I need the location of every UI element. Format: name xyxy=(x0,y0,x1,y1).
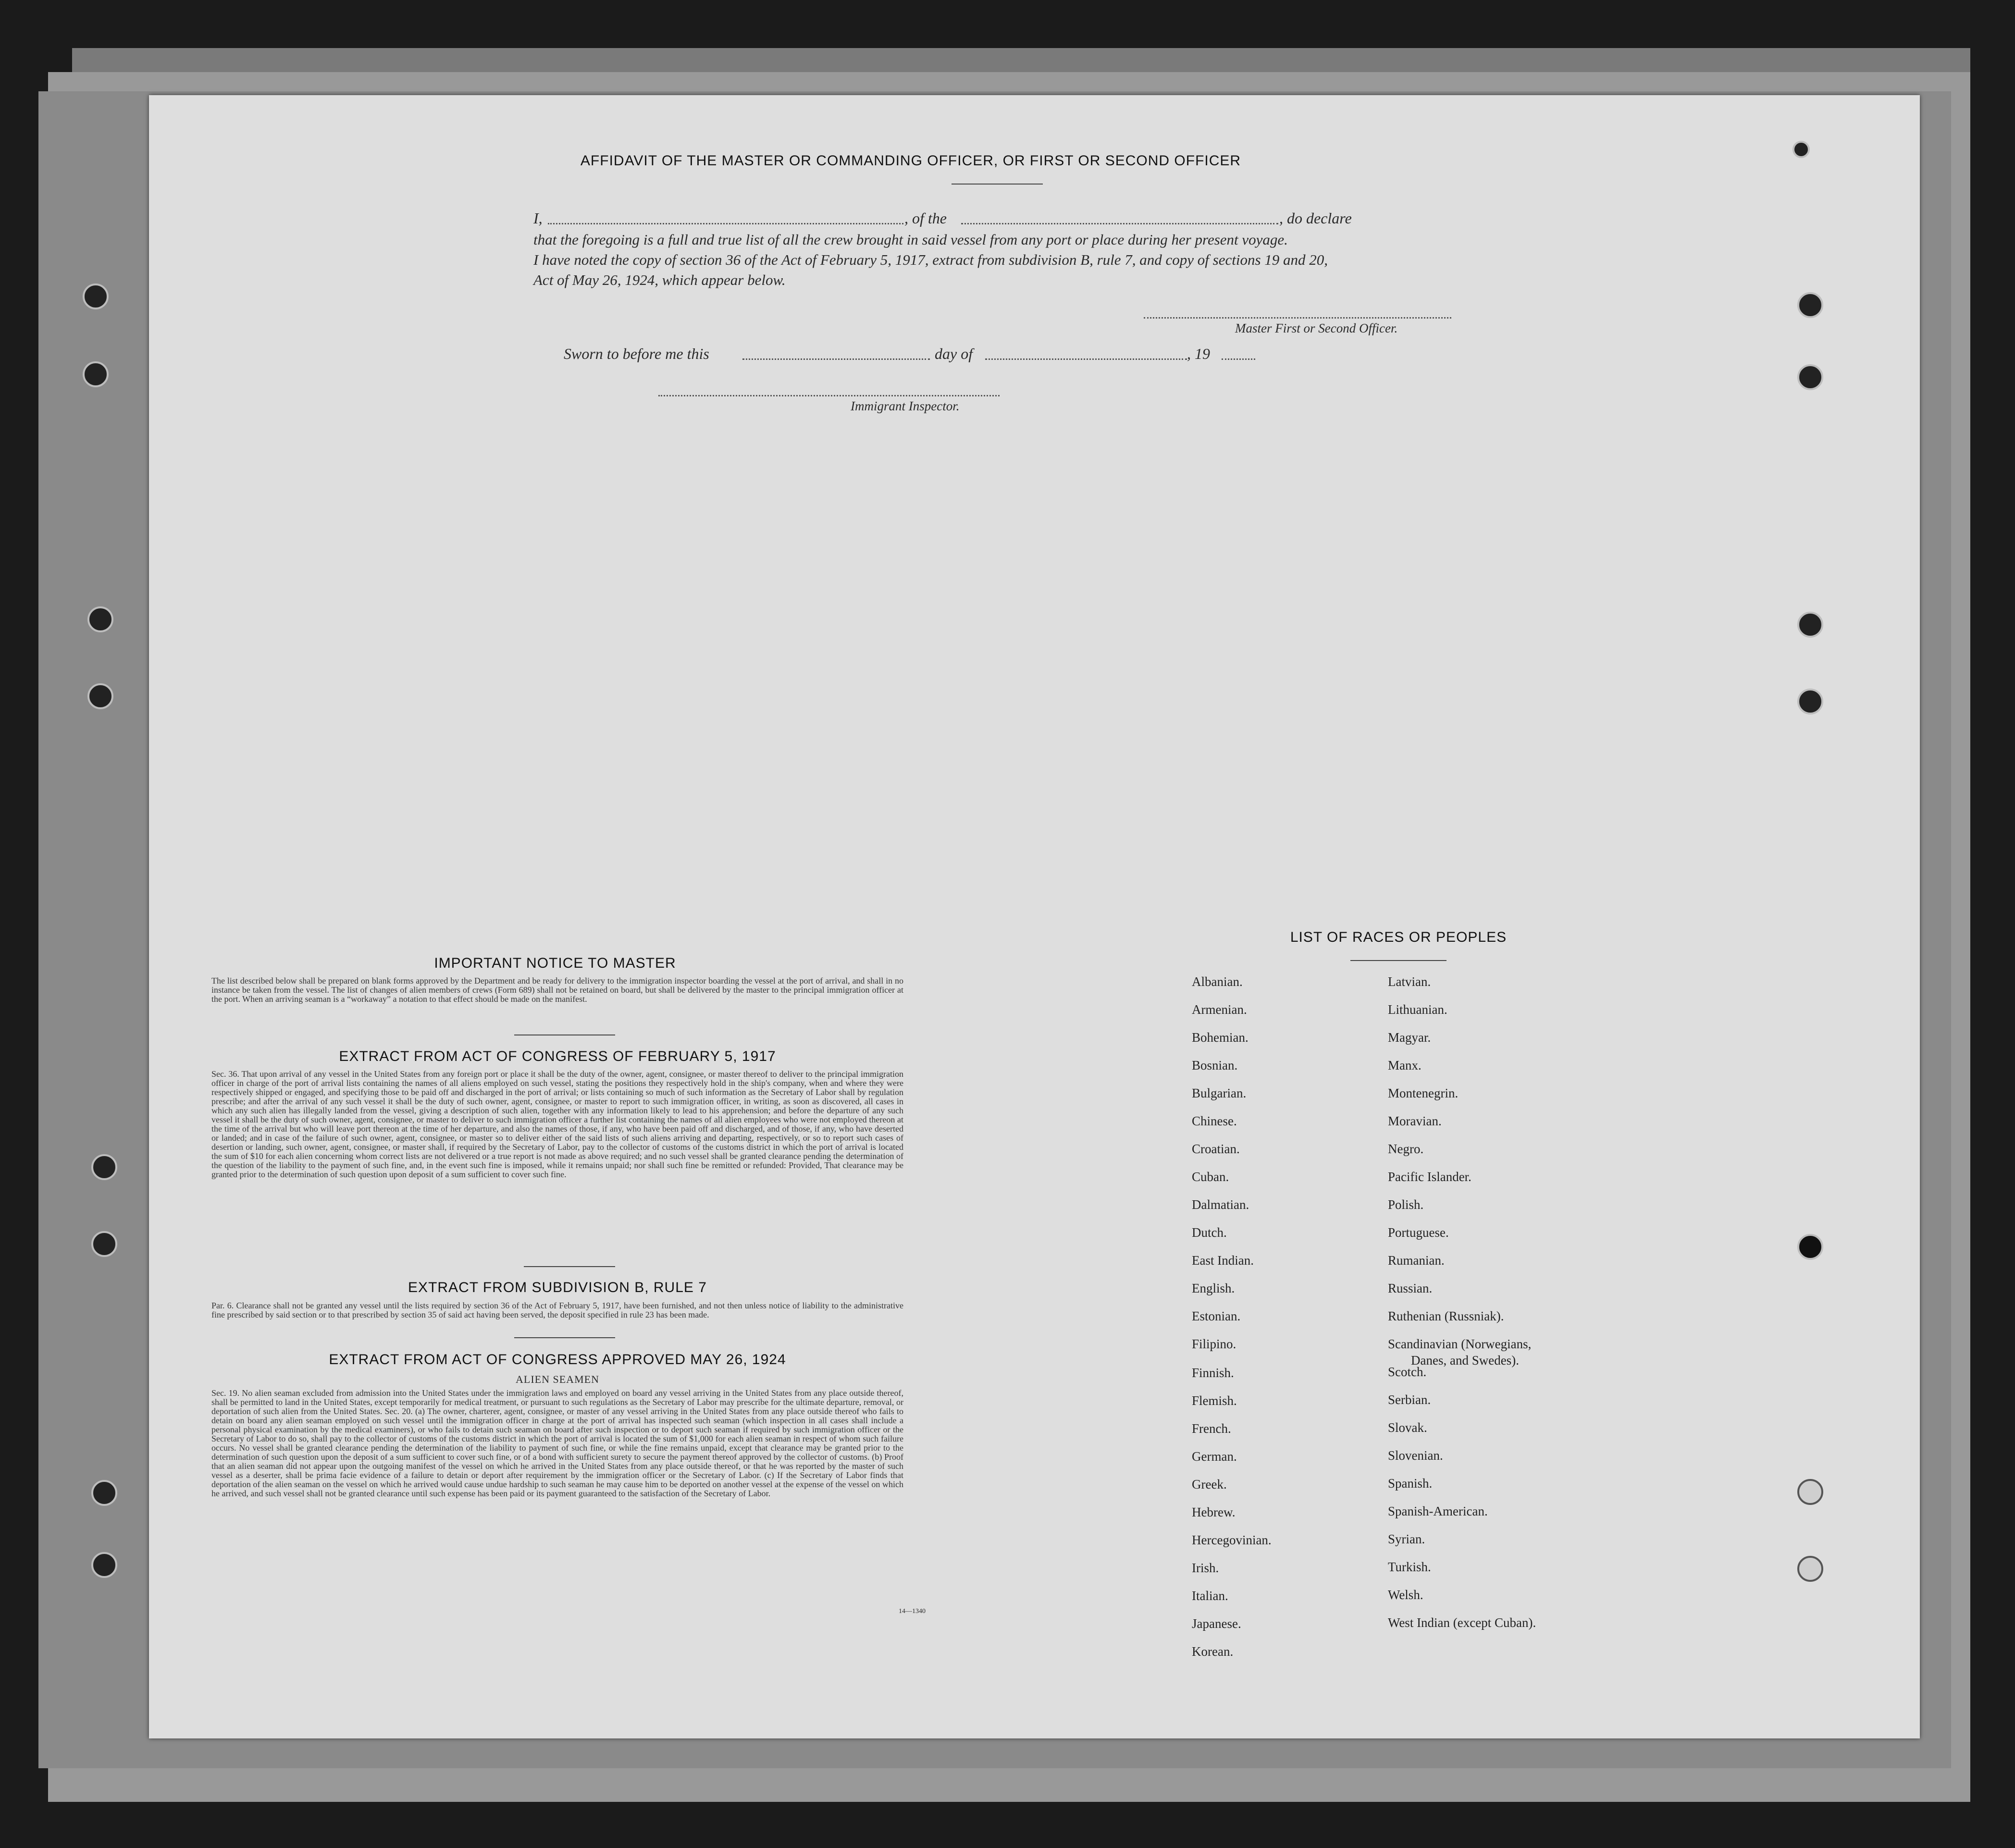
extract-1924-title: EXTRACT FROM ACT OF CONGRESS APPROVED MAY 26, 1924 xyxy=(329,1352,786,1368)
race-item: Negro. xyxy=(1388,1142,1424,1156)
race-item: Finnish. xyxy=(1192,1366,1234,1380)
race-item: Flemish. xyxy=(1192,1393,1237,1408)
race-item: Lithuanian. xyxy=(1388,1002,1447,1017)
notice-text: The list described below shall be prepared on blank forms approved by the Department and be ready for delivery to the immigration inspector boarding the vessel at the port of arrival, and shall in no instance be taken from the vessel. The list of changes of alien members of crews (Form 689) shall not be retained on board, but shall be delivered by the master to the principal immigration officer at the port. When an arriving seaman is a “workaway” a notation to that effect should be made on the manifest. xyxy=(211,976,903,1004)
race-item: Croatian. xyxy=(1192,1142,1240,1156)
binder-hole-right-4 xyxy=(1797,612,1823,638)
race-item: Montenegrin. xyxy=(1388,1086,1459,1100)
race-item: Spanish-American. xyxy=(1388,1504,1488,1518)
race-item: Italian. xyxy=(1192,1589,1228,1603)
binder-hole-right-1 xyxy=(1792,141,1810,158)
race-item: Rumanian. xyxy=(1388,1253,1445,1268)
race-item: Filipino. xyxy=(1192,1337,1236,1351)
race-item: Korean. xyxy=(1192,1644,1234,1659)
sworn-label: Sworn to before me this xyxy=(564,345,709,362)
race-item: Serbian. xyxy=(1388,1392,1431,1407)
binder-hole-right-2 xyxy=(1797,292,1823,318)
extract-rule7-text: Par. 6. Clearance shall not be granted any vessel until the lists required by section 36 of the Act of February 5, 1917, have been furnished, and not then unless notice of liability to the administrative fine prescribed by said section or to that prescribed by section 35 of said act having been served, the deposit specified in rule 23 has been made. xyxy=(211,1301,903,1319)
affidavit-of-the-label: , of the xyxy=(904,209,947,227)
race-item: Armenian. xyxy=(1192,1002,1247,1017)
affidavit-body-2: I have noted the copy of section 36 of the Act of February 5, 1917, extract from subdivision B, rule 7, and copy of sections 19 and 20, xyxy=(533,251,1328,268)
inspector-signature-field[interactable] xyxy=(658,395,1000,396)
extract-1917-rule xyxy=(524,1266,615,1267)
document-page xyxy=(149,95,1920,1738)
extract-1924-subtitle: ALIEN SEAMEN xyxy=(516,1373,599,1385)
race-item: Japanese. xyxy=(1192,1616,1241,1631)
race-item: Polish. xyxy=(1388,1197,1424,1212)
race-item: Bohemian. xyxy=(1192,1030,1249,1045)
vessel-field[interactable] xyxy=(961,223,1278,224)
inspector-label: Immigrant Inspector. xyxy=(851,399,960,413)
notice-title: IMPORTANT NOTICE TO MASTER xyxy=(434,955,676,971)
race-item: East Indian. xyxy=(1192,1253,1254,1268)
race-item: Hercegovinian. xyxy=(1192,1533,1272,1547)
race-item: Scotch. xyxy=(1388,1365,1427,1379)
extract-1917-text: Sec. 36. That upon arrival of any vessel in the United States from any foreign port or place it shall be the duty of the owner, agent, consignee, or master thereof to deliver to the principal immigration officer in charge of the port of arrival lists containing the names of all aliens employed on such vessel, stating the positions they respectively hold in the ship's company, when and where they were respectively shipped or engaged, and specifying those to be paid off and discharged in the port of arrival; or lists containing so much of such information as the Secretary of Labor shall by regulation prescribe; and after the arrival of any such vessel it shall be the duty of such owner, agent, consignee, or master to report to such immigration officer, in writing, as soon as discovered, all cases in which any such alien has illegally landed from the vessel, giving a description of such alien, together with any information likely to lead to his apprehension; and before the departure of any such vessel it shall be the duty of such owner, agent, consignee, or master to deliver to such immigration officer a further list containing the names of all alien employees who were not employed thereon at the time of the arrival but who will leave port thereon at the time of her departure, and also the names of those, if any, who have been paid off and discharged, and of those, if any, who have deserted or landed; and in case of the failure of such owner, agent, consignee, or master so to deliver either of the said lists of such aliens arriving and departing, respectively, or so to report such cases of desertion or landing, such owner, agent, consignee, or master shall, if required by the Secretary of Labor, pay to the collector of customs of the customs district in which the port of arrival is located the sum of $10 for each alien concerning whom correct lists are not delivered or a true report is not made as above required; and no such vessel shall be granted clearance pending the determination of the question of the liability to the payment of such fine, and, in the event such fine is imposed, while it remains unpaid; nor shall such fine be remitted or refunded: Provided, That clearance may be granted prior to the determination of such question upon deposit of a sum sufficient to cover such fine. xyxy=(211,1069,903,1179)
race-item: Hebrew. xyxy=(1192,1505,1236,1519)
affidavit-declare-label: , do declare xyxy=(1279,209,1352,227)
day-of-label: day of xyxy=(935,345,973,362)
binder-hole-right-5 xyxy=(1797,689,1823,715)
race-item: Ruthenian (Russniak). xyxy=(1388,1309,1504,1323)
race-item: Portuguese. xyxy=(1388,1225,1449,1240)
race-item: Chinese. xyxy=(1192,1114,1237,1128)
race-item: Welsh. xyxy=(1388,1588,1423,1602)
race-item: Slovak. xyxy=(1388,1420,1427,1435)
race-item: Irish. xyxy=(1192,1561,1219,1575)
race-item: Dalmatian. xyxy=(1192,1197,1249,1212)
binder-hole-right-6 xyxy=(1797,1234,1823,1260)
race-item: Russian. xyxy=(1388,1281,1433,1295)
races-title: LIST OF RACES OR PEOPLES xyxy=(1290,929,1507,945)
binder-hole-right-8 xyxy=(1797,1556,1823,1582)
race-item: Dutch. xyxy=(1192,1225,1227,1240)
year-field[interactable] xyxy=(1222,358,1255,360)
race-item: Albanian. xyxy=(1192,974,1243,989)
binder-hole-left-1 xyxy=(83,283,109,309)
binder-hole-left-2 xyxy=(83,361,109,387)
month-field[interactable] xyxy=(985,358,1187,360)
race-item: Estonian. xyxy=(1192,1309,1241,1323)
race-item: Danes, and Swedes). xyxy=(1411,1353,1519,1368)
race-item: Manx. xyxy=(1388,1058,1422,1072)
extract-1924-text: Sec. 19. No alien seaman excluded from admission into the United States under the immigration laws and employed on board any vessel arriving in the United States from any place outside thereof, shall be permitted to land in the United States, except temporarily for medical treatment, or pursuant to such regulations as the Secretary of Labor may prescribe for the ultimate departure, removal, or deportation of such alien from the United States. Sec. 20. (a) The owner, charterer, agent, consignee, or master of any vessel arriving in the United States from any place outside thereof who fails to detain on board any alien seaman employed on such vessel until the immigration officer in charge at the port of arrival has inspected such seaman (which inspection in all cases shall include a personal physical examination by the medical examiners), or who fails to detain such seaman on board after such inspection or to deport such seaman if required by such immigration officer or the Secretary of Labor to do so, shall pay to the collector of customs of the customs district in which the port of arrival is located the sum of $1,000 for each alien seaman in respect of whom such failure occurs. No vessel shall be granted clearance pending the determination of the liability to payment of such fine, or while the fine remains unpaid, except that clearance may be granted prior to the determination of such question upon the deposit of a sum sufficient to cover such fine, or of a bond with sufficient surety to secure the payment thereof approved by the collector of customs. (b) Proof that an alien seaman did not appear upon the outgoing manifest of the vessel on which he arrived in the United States from any place outside thereof, or that he was reported by the master of such vessel as a deserter, shall be prima facie evidence of a failure to detain or deport after requirement by the immigration officer or the Secretary of Labor. (c) If the Secretary of Labor finds that deportation of the alien seaman on the vessel on which he arrived would cause undue hardship to such seaman he may cause him to be deported on another vessel at the expense of the vessel on which he arrived, and such vessel shall not be granted clearance until such expense has been paid or its payment guaranteed to the satisfaction of the Secretary of Labor. xyxy=(211,1388,903,1498)
race-item: Latvian. xyxy=(1388,974,1431,989)
race-item: Cuban. xyxy=(1192,1170,1229,1184)
extract-rule7-title: EXTRACT FROM SUBDIVISION B, RULE 7 xyxy=(408,1280,707,1295)
race-item: Bosnian. xyxy=(1192,1058,1238,1072)
extract-rule7-rule xyxy=(514,1337,615,1338)
binder-hole-right-3 xyxy=(1797,364,1823,390)
binder-hole-left-8 xyxy=(91,1552,117,1578)
binder-hole-left-6 xyxy=(91,1231,117,1257)
race-item: Greek. xyxy=(1192,1477,1227,1491)
race-item: Spanish. xyxy=(1388,1476,1433,1491)
race-item: French. xyxy=(1192,1421,1231,1436)
extract-1917-title: EXTRACT FROM ACT OF CONGRESS OF FEBRUARY 5, 1917 xyxy=(339,1048,776,1064)
races-title-rule xyxy=(1350,960,1446,961)
affidavit-body-3: Act of May 26, 1924, which appear below. xyxy=(533,271,786,288)
binder-hole-right-7 xyxy=(1797,1479,1823,1505)
race-item: Slovenian. xyxy=(1388,1448,1443,1463)
binder-hole-left-4 xyxy=(87,683,113,709)
race-item: Pacific Islander. xyxy=(1388,1170,1471,1184)
binder-hole-left-3 xyxy=(87,606,113,632)
affidavit-body-1: that the foregoing is a full and true list of all the crew brought in said vessel from any port or place during her present voyage. xyxy=(533,231,1288,248)
year-label: , 19 xyxy=(1187,345,1210,362)
master-signature-field[interactable] xyxy=(1144,317,1451,319)
name-field[interactable] xyxy=(548,223,903,224)
binder-hole-left-7 xyxy=(91,1480,117,1506)
form-number: 14—1340 xyxy=(899,1608,926,1615)
race-item: Bulgarian. xyxy=(1192,1086,1247,1100)
affidavit-title: AFFIDAVIT OF THE MASTER OR COMMANDING OFFICER, OR FIRST OR SECOND OFFICER xyxy=(580,153,1241,169)
race-item: Syrian. xyxy=(1388,1532,1425,1546)
race-item: Magyar. xyxy=(1388,1030,1431,1045)
affidavit-title-rule xyxy=(952,184,1043,185)
master-signature-label: Master First or Second Officer. xyxy=(1235,321,1398,335)
affidavit-i-label: I, xyxy=(533,209,543,227)
race-item: Turkish. xyxy=(1388,1560,1431,1574)
race-item: English. xyxy=(1192,1281,1235,1295)
binder-hole-left-5 xyxy=(91,1154,117,1180)
sworn-date-field[interactable] xyxy=(742,358,930,360)
race-item: West Indian (except Cuban). xyxy=(1388,1615,1536,1630)
race-item: Scandinavian (Norwegians, xyxy=(1388,1337,1532,1351)
race-item: Moravian. xyxy=(1388,1114,1442,1128)
race-item: German. xyxy=(1192,1449,1237,1464)
